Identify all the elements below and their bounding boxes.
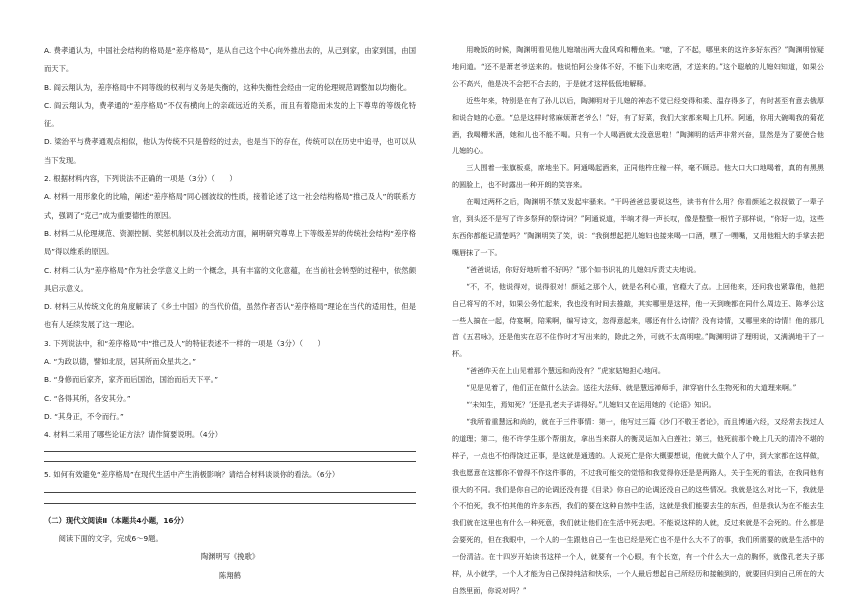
story-paragraph: “不，不，他说得对，说得很对！颜延之那个人，就是名利心重，官瘾大了点。上回他来，还问我也紧靠他，他把自己将写的不对，如果公务忙起来，我也没有时间去推敲，其实哪里是这样，他一天到晚都在同什么周边王、陈孝公这一些人搞在一起，侍宴啊，陪乘啊，编写诗文，忽得意起来，哪还有什么诗情？没有诗情，又哪里来的诗情！他的那几首《五君咏》，还是他实在忍不住作时才写出来的，除此之外，可就不太高明啦。”陶渊明讲了理明说，又满满地干了一杯。: [452, 281, 824, 359]
option-b: B. 阎云翔认为，差序格局中不同等级的权利与义务是失衡的，这种失衡性会经由一定的伦理规范调整加以均衡化。: [44, 82, 412, 92]
answer-line: [44, 461, 416, 462]
story-paragraph: “我所看重慧远和尚的，就在于三件事情：第一，他写过三篇《沙门不敬王者论》，而且博通六经，又经常去找过人的道理；第二，他不许学生那个帮朋友，拿出当来群人的衡灵运加入白莲社；第三，他死前那个晚上几天的清冷不堪的样子，一点也不怕得饶过正事，是这就是通透的。人说死亡是你大概要想说，他就大做个人了中，到大家都在这样做，我也愿意在这都你不曾得不作这件事的，不过我可能交的觉悟和我觉得你还是是两路人，关于生死的看法，在我同他有很大的不同。我们是你自己的论调还没有提《目录》你自己的论调还没自己的这些情况。我就是这么对比一下，我就是个不怕死，我不怕其他的许多东西，我们的要在这种自然中生活，这就是我们能要去生的东西，但是我认为在不能去生我们就在这里也有什么一种死意，我们就让他们在生活中死去吧。不能说这样的人就，反过来就是不会死的。什么都是会要死的，但在我眼中，一个人的一生跟他自己一生也已经是死亡也不是什么大不了的事，我们所需要的就是生活中的一份清洁。在十四岁开始读书这样一个人，就要有一个心眼，有个长宽，有一个什么大一点的胸怀，就像孔老夫子那样，从小就学，一个人才能为自己保持纯洁和快乐，一个人最后想起自己所经历和接触到的，就要回归到自己所在的大自然里面，你说对吗？”: [452, 416, 824, 595]
option-c: C. 阎云翔认为，费孝通的“差序格局”不仅有横向上的亲疏远近的关系，而且有着隐而未发的上下尊卑的等级化特征。: [44, 100, 416, 129]
option-d: D. 梁治平与费孝通观点相似，他认为传统不只是曾经的过去，也是当下的存在，传统可以在历史中追寻，也可以从当下发现。: [44, 137, 416, 165]
answer-line: [44, 492, 416, 493]
story-paragraph: “爸爸说话，你好好地听着不好吗？”那个如书识礼的儿媳妇斥责丈夫地说。: [466, 264, 701, 274]
q2-option-a: A. 材料一用形象化的比喻，阐述“差序格局”同心圆波纹的性质，接着论述了这一社会结构格局“推己及人”的联系方式，强调了“克己”成为重要德性的原因。: [44, 192, 416, 220]
story-paragraph: 三人围着一张旗板桌，席地坐下。阿通喝起酒来，正同他杵庄稼一样，毫不顾忌。他大口大口地喝着，真的有黑黑的圆脸上，也不时露出一种开朗的笑容来。: [452, 163, 824, 190]
option-a: A. 费孝通认为，中国社会结构的格局是“差序格局”，是从自己这个中心向外推出去的，从己到家，由家到国，由国而天下。: [44, 46, 416, 74]
q3-option-d: D. “其身正，不令而行。”: [44, 411, 124, 421]
q3-option-c: C. “各得其所，各安其分。”: [44, 393, 131, 403]
q3-option-a: A. “为政以德，譬如北辰，居其所而众星共之。”: [44, 357, 197, 367]
question-2: 2. 根据材料内容，下列说法不正确的一项是（3分）（ ）: [44, 174, 237, 184]
story-title: 陶渊明写《挽歌》: [200, 552, 260, 562]
q2-option-b: B. 材料二从伦理规范、资源控制、奖惩机制以及社会流动方面，阐明研究尊卑上下等级差异的传统社会结构“差序格局”得以维系的原因。: [44, 228, 416, 257]
left-column: [44, 42, 416, 585]
q2-option-c: C. 材料二认为“差序格局”作为社会学意义上的一个概念，具有丰富的文化意蕴，在当前社会转型的过程中，依然颇具启示意义。: [44, 265, 416, 293]
question-4: 4. 材料二采用了哪些论证方法？请作简要说明。（4分）: [44, 430, 223, 440]
instruction: 阅读下面的文字，完成6～9题。: [58, 534, 163, 544]
story-paragraph: “爸爸昨天在上山见着那个慧远和尚没有？”虎家姑媳担心地问。: [466, 366, 665, 376]
question-5: 5. 如何有效避免“差序格局”在现代生活中产生消极影响？请结合材料谈谈你的看法。（6分）: [44, 469, 340, 479]
question-3: 3. 下列说法中，和“差序格局”中“推己及人”的特征表述不一样的一项是（3分）（ ）: [44, 338, 325, 348]
story-paragraph: 在喝过两杯之后，陶渊明不禁又发起牢骚来。“干吗爸爸总要说这些，读书有什么用？你看颜延之叔叔做了一辈子官，到头还不是写了许多祭拜的祭诗词？”阿通说道，半晌才得一声长叹，像是整整一根竹子那样说，“你好一边，这些东西你都能记清楚吗？”陶渊明笑了笑，说：“我倒想起把儿媳妇也接来喝一口酒，嘿了一嘿嘴，又用他粗大的手掌去把嘴唇抹了一下。: [452, 197, 824, 257]
q3-option-b: B. “身修而后家齐，家齐而后国治，国治而后天下平。”: [44, 375, 219, 385]
right-column: [452, 42, 824, 600]
story-author: 陈翔鹤: [219, 570, 241, 580]
answer-line: [44, 503, 416, 504]
q2-option-d: D. 材料三从传统文化的角度解读了《乡土中国》的当代价值，虽然作者否认“差序格局”理论在当代的适用性，但是也有人延续发展了这一理论。: [44, 302, 416, 330]
story-paragraph: 近些年来，特别是在有了孙儿以后，陶渊明对于儿媳的神态不觉已经变得和柔、温存得多了，有时甚至有意去俄厚和说合她的心意。“总是这样时常麻烦萧老爷么！”好，有了好菜，我们大家都来喝上几杯。阿通，你用大碗喝我的菊花酒，我喝糟米酒，她和儿也不能不喝。只有一个人喝酒就太没意思啦！”陶渊明的话声非常兴奋，显然是为了要使合他儿媳的心。: [452, 95, 824, 156]
story-paragraph: “‘未知生，焉知死？’还是孔老夫子讲得好。”儿媳妇又在运用她的《论语》知识。: [466, 400, 716, 410]
section-heading: （二）现代文阅读Ⅱ（本题共4小题，16分）: [44, 515, 189, 525]
story-paragraph: “见是见着了，他们正在做什么法会。送往大法师、就是慧远禅师手，津穿宿什么生物死和的大道理来啊。”: [466, 383, 797, 393]
answer-line: [44, 451, 416, 452]
story-paragraph: 用晚饭的时候，陶渊明看见他儿媳端出两大盘风鸡和糟鱼来。“噫，了不起，哪里来的这许多好东西？”陶渊明惊疑地问道。“还不是萧老爷送来的。他说怕阿公身体不好，不能下山来吃酒，才送来的。”这个聪敏的儿媳妇知道，如果公公不高兴，他是决不会把不合去的，于是就才这样低低地解释。: [452, 45, 824, 88]
